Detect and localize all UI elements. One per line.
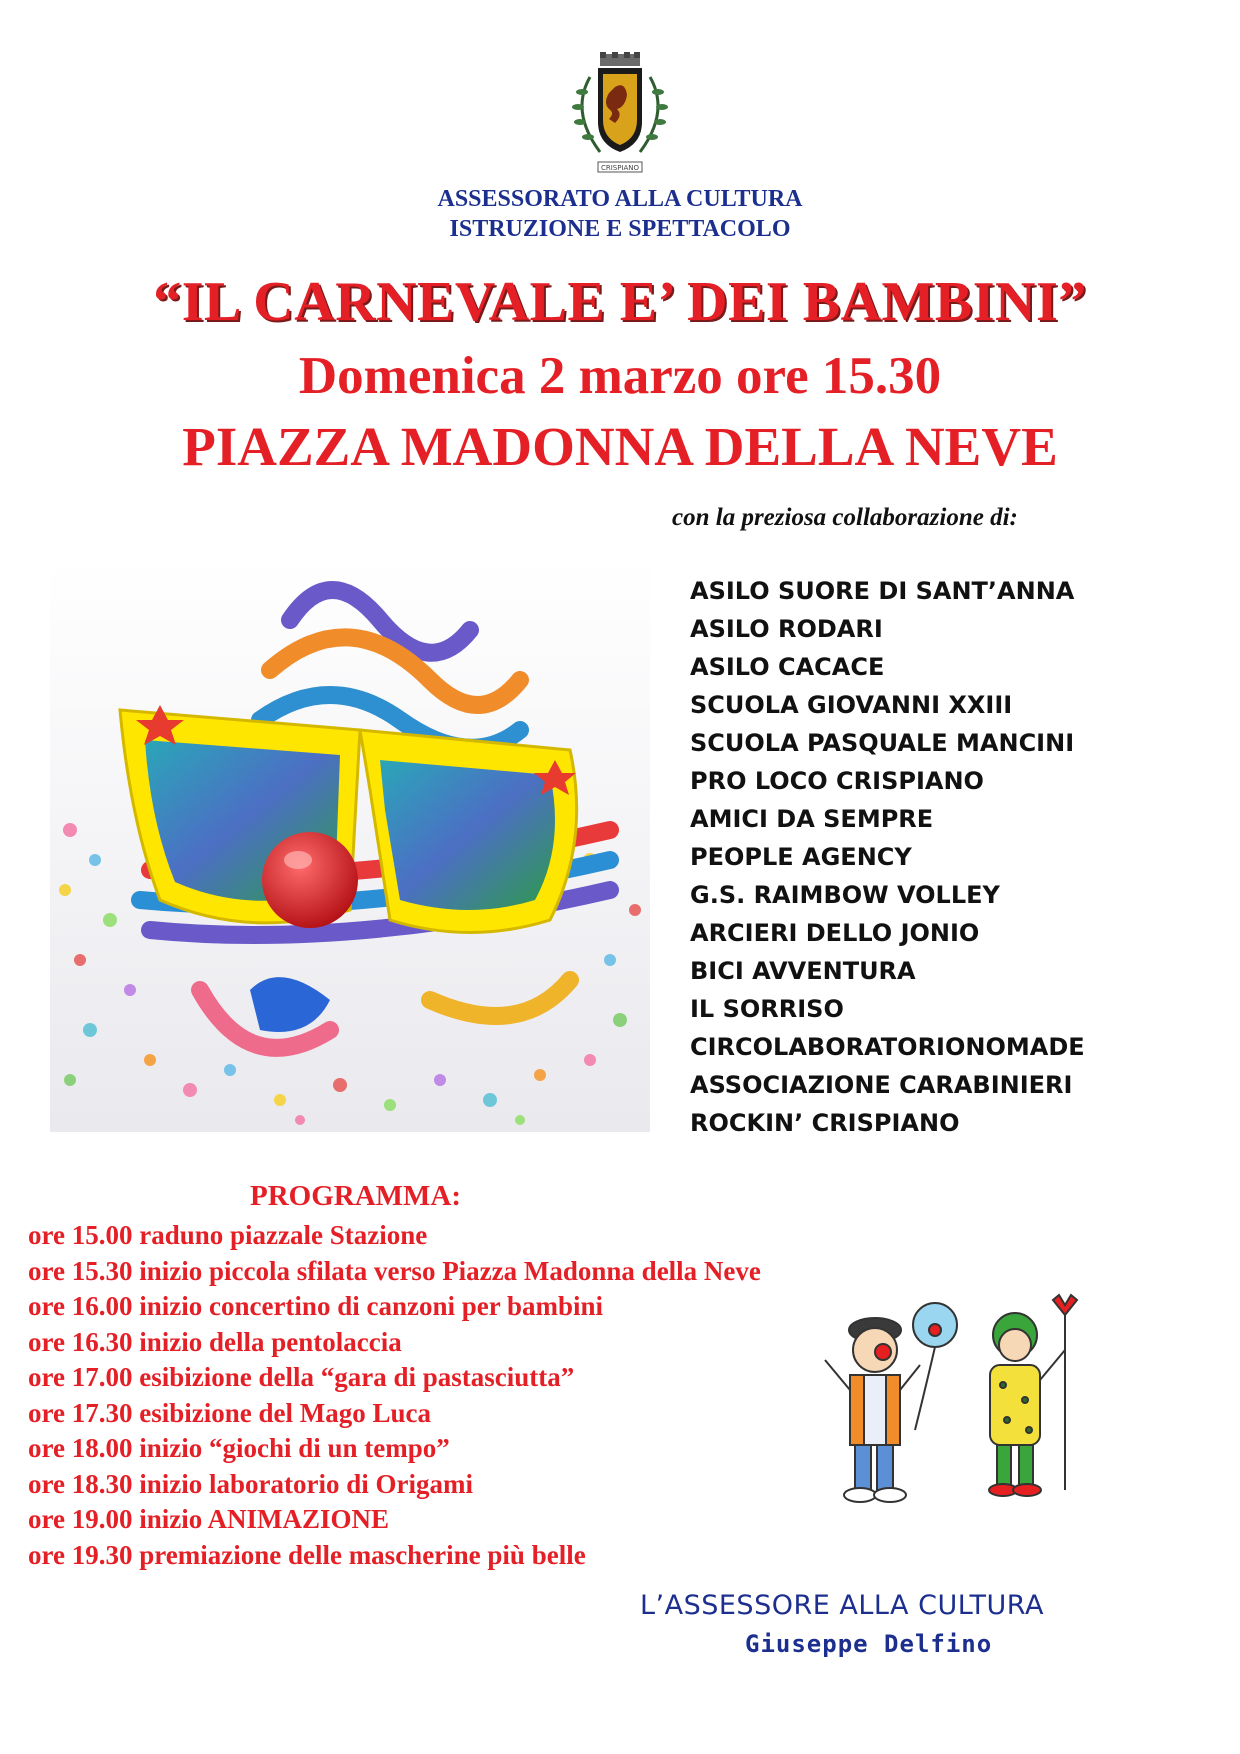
partner-item: BICI AVVENTURA [690, 957, 916, 985]
program-heading: PROGRAMMA: [250, 1180, 462, 1212]
program-item: ore 17.30 esibizione del Mago Luca [28, 1397, 431, 1428]
program-item: ore 15.30 inizio piccola sfilata verso Piazza Madonna della Neve [28, 1255, 761, 1286]
department-line-2: ISTRUZIONE E SPETTACOLO [449, 216, 791, 242]
clowns-illustration [815, 1290, 1090, 1515]
partner-item: PRO LOCO CRISPIANO [690, 767, 984, 795]
program-item: ore 17.00 esibizione della “gara di pastasciutta” [28, 1362, 575, 1392]
program-item: ore 19.00 inizio ANIMAZIONE [28, 1504, 390, 1534]
collaboration-intro: con la preziosa collaborazione di: [672, 504, 1018, 531]
program-item: ore 18.30 inizio laboratorio di Origami [28, 1468, 473, 1499]
partner-item: CIRCOLABORATORIONOMADE [690, 1033, 1085, 1061]
program-item: ore 15.00 raduno piazzale Stazione [28, 1220, 428, 1250]
carnival-glasses-photo [50, 560, 650, 1132]
partner-item: ASSOCIAZIONE CARABINIERI [690, 1071, 1073, 1099]
signature-name: Giuseppe Delfino [745, 1630, 993, 1658]
partner-item: SCUOLA PASQUALE MANCINI [690, 729, 1075, 757]
partner-item: AMICI DA SEMPRE [690, 805, 934, 833]
partner-item: PEOPLE AGENCY [690, 843, 912, 871]
program-item: ore 16.30 inizio della pentolaccia [28, 1326, 402, 1357]
partner-item: G.S. RAIMBOW VOLLEY [690, 881, 1000, 909]
municipal-crest-icon [560, 52, 680, 182]
partners-list [690, 572, 1085, 1142]
partner-item: SCUOLA GIOVANNI XXIII [690, 691, 1013, 719]
program-item: ore 19.30 premiazione delle mascherine più belle [28, 1539, 586, 1570]
program-item: ore 16.00 inizio concertino di canzoni per bambini [28, 1291, 604, 1321]
partner-item: IL SORRISO [690, 995, 844, 1023]
program-item: ore 18.00 inizio “giochi di un tempo” [28, 1433, 450, 1463]
partner-item: ASILO RODARI [690, 615, 883, 643]
department-line-1: ASSESSORATO ALLA CULTURA [437, 186, 803, 212]
signature-title: L’ASSESSORE ALLA CULTURA [640, 1590, 1044, 1621]
event-place: PIAZZA MADONNA DELLA NEVE [182, 416, 1058, 477]
event-date: Domenica 2 marzo ore 15.30 [298, 347, 942, 405]
program-list [28, 1218, 761, 1573]
partner-item: ARCIERI DELLO JONIO [690, 919, 980, 947]
event-title: “IL CARNEVALE E’ DEI BAMBINI” [153, 271, 1087, 333]
partner-item: ASILO CACACE [690, 653, 885, 681]
crest-motto-text: CRISPIANO [600, 164, 640, 172]
partner-item: ASILO SUORE DI SANT’ANNA [690, 577, 1075, 605]
partner-item: ROCKIN’ CRISPIANO [690, 1109, 960, 1137]
